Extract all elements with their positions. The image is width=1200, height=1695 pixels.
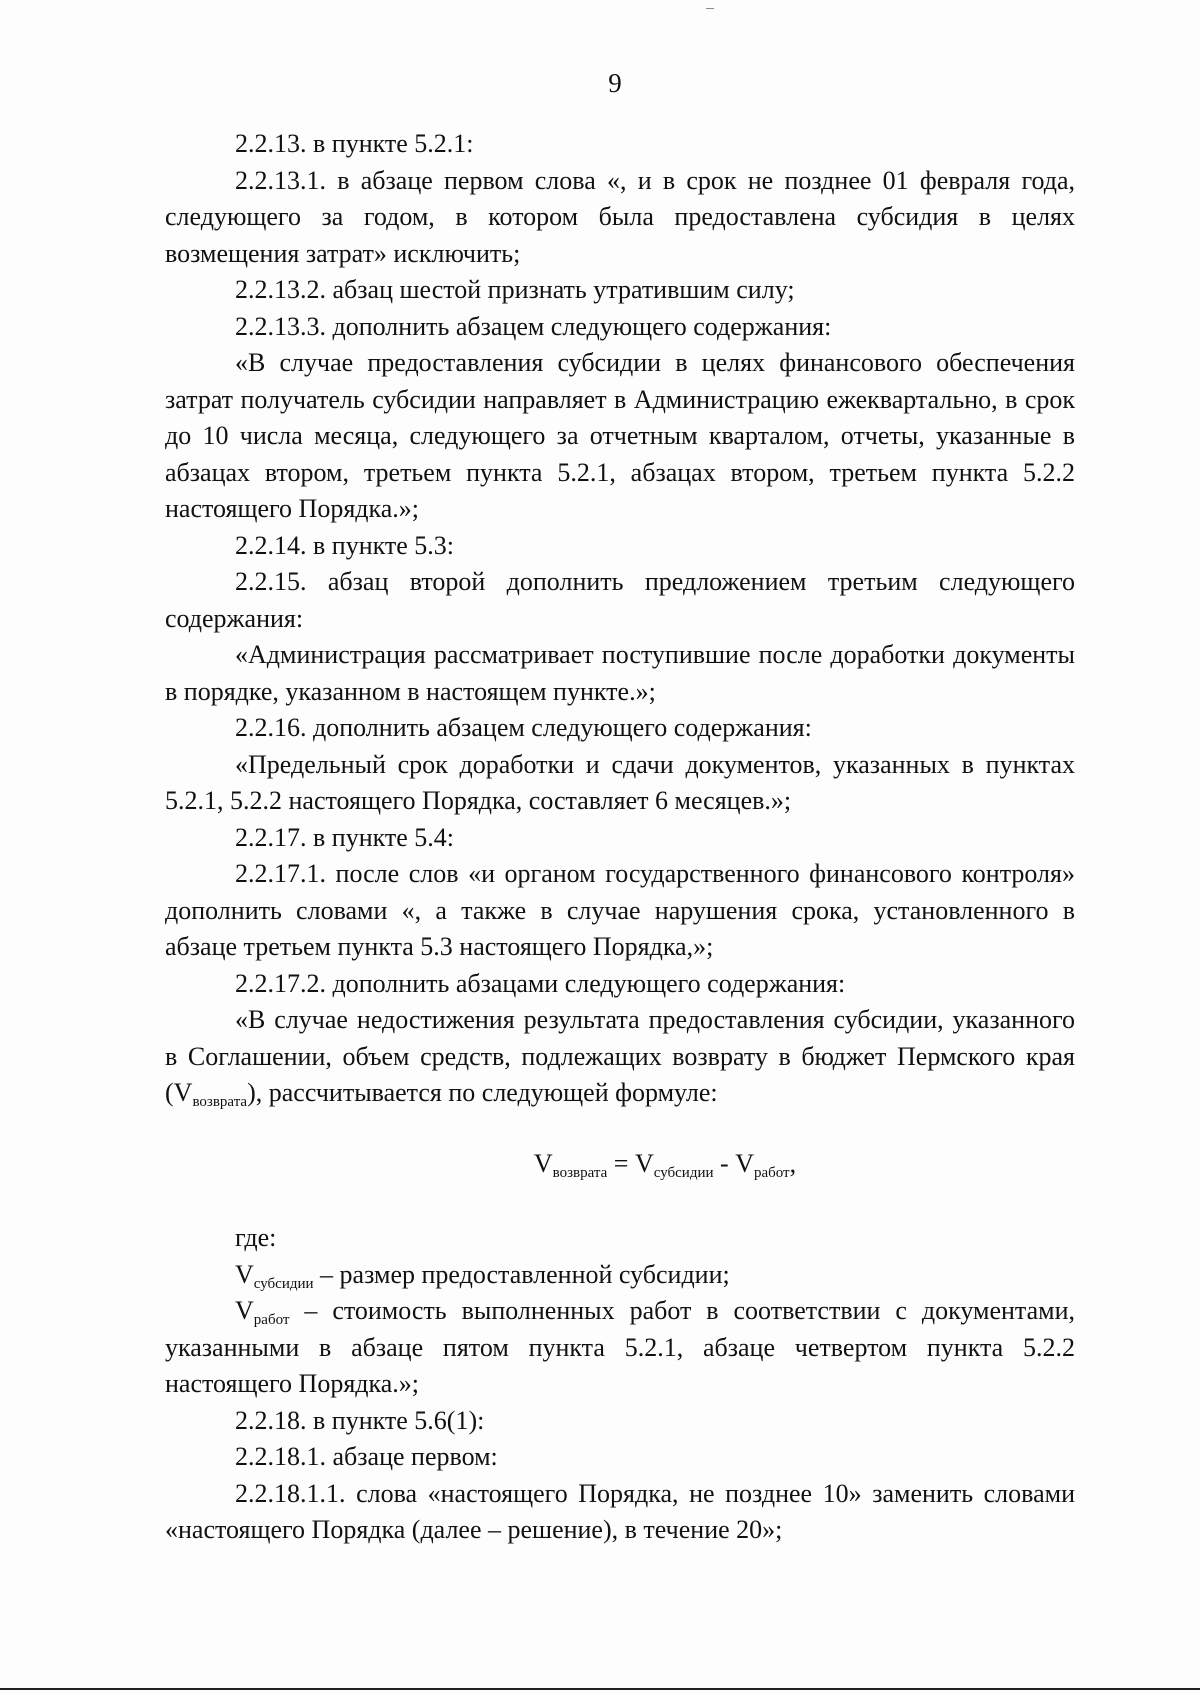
- where-label: где:: [235, 1223, 277, 1252]
- paragraph-2-2-13: 2.2.13. в пункте 5.2.1:: [235, 129, 474, 158]
- paragraph-2-2-17-2: 2.2.17.2. дополнить абзацами следующего содержания:: [235, 968, 846, 998]
- quoted-paragraph-deadline: «Предельный срок доработки и сдачи документов, указанных в пунктах 5.2.1, 5.2.2 настоящего Порядка, составляет 6 месяцев.»;: [165, 749, 1075, 815]
- paragraph-2-2-13-1: 2.2.13.1. в абзаце первом слова «, и в срок не позднее 01 февраля года, следующего за годом, в котором была предоставлена субсидия в целях возмещения затрат» исключить;: [165, 165, 1075, 268]
- def-subsidy-text: – размер предоставленной субсидии;: [313, 1259, 730, 1289]
- quoted-paragraph-financing: «В случае предоставления субсидии в целях финансового обеспечения затрат получатель субсидии направляет в Администрацию ежеквартально, в срок до 10 числа месяца, следующего за отчетным кварталом, отчеты, указанные в абзацах втором, третьем пункта 5.2.1, абзацах втором, третьем пункта 5.2.2 настоящего Порядка.»;: [165, 348, 1075, 523]
- formula-v-subsidy: V: [634, 1148, 654, 1178]
- paragraph-2-2-17: 2.2.17. в пункте 5.4:: [235, 822, 455, 852]
- formula-v-return: V: [533, 1148, 553, 1178]
- formula-minus: -: [713, 1148, 736, 1178]
- page-number: 9: [608, 68, 622, 98]
- formula-v-works: V: [735, 1148, 754, 1178]
- paragraph-2-2-17-1: 2.2.17.1. после слов «и органом государственного финансового контроля» дополнить словами «, а также в случае нарушения срока, установленного в абзаце третьем пункта 5.3 настоящего Порядка,»;: [165, 859, 1075, 961]
- formula-sub-works: работ: [753, 1164, 790, 1181]
- paragraph-2-2-18-1-1: 2.2.18.1.1. слова «настоящего Порядка, не позднее 10» заменить словами «настоящего Порядка (далее – решение), в течение 20»;: [165, 1478, 1075, 1544]
- paragraph-2-2-18: 2.2.18. в пункте 5.6(1):: [235, 1405, 485, 1435]
- def-works-text: – стоимость выполненных работ в соответствии с документами, указанными в абзаце пятом пункта 5.2.1, абзаце четвертом пункта 5.2.2 настоящего Порядка.»;: [165, 1296, 1075, 1398]
- scan-mark-left: [0, 1688, 1200, 1690]
- quoted-paragraph-administration: «Администрация рассматривает поступившие после доработки документы в порядке, указанном в настоящем пункте.»;: [165, 640, 1075, 706]
- definition-subsidy: [165, 1257, 1075, 1294]
- formula-intro-paragraph: [165, 1002, 1075, 1112]
- definition-works: [165, 1293, 1075, 1403]
- formula-intro-after: ), рассчитывается по следующей формуле:: [247, 1078, 718, 1107]
- formula-sub-return: возврата: [552, 1164, 608, 1181]
- formula-intro-before: «В случае недостижения результата предоставления субсидии, указанного в Соглашении, объем средств, подлежащих возврату в бюджет Пермского края (V: [165, 1005, 1075, 1107]
- paragraph-2-2-18-1: 2.2.18.1. абзаце первом:: [235, 1442, 498, 1471]
- formula-intro-subscript: возврата: [192, 1094, 248, 1110]
- paragraph-2-2-13-3: 2.2.13.3. дополнить абзацем следующего содержания:: [235, 311, 832, 341]
- def-subsidy-v: V: [235, 1259, 254, 1289]
- paragraph-2-2-16: 2.2.16. дополнить абзацем следующего содержания:: [235, 713, 812, 742]
- formula-sub-subsidy: субсидии: [653, 1164, 714, 1181]
- scan-mark-top: [706, 8, 714, 9]
- document-body: [165, 126, 1075, 1549]
- def-works-v: V: [235, 1296, 254, 1325]
- def-works-subscript: работ: [253, 1312, 290, 1328]
- return-formula: [165, 1146, 1075, 1183]
- formula-equals: =: [607, 1148, 635, 1178]
- paragraph-2-2-14: 2.2.14. в пункте 5.3:: [235, 530, 455, 560]
- def-subsidy-subscript: субсидии: [253, 1275, 314, 1292]
- paragraph-2-2-15: 2.2.15. абзац второй дополнить предложением третьим следующего содержания:: [165, 567, 1075, 633]
- formula-comma: ,: [789, 1148, 797, 1178]
- paragraph-2-2-13-2: 2.2.13.2. абзац шестой признать утратившим силу;: [235, 275, 795, 304]
